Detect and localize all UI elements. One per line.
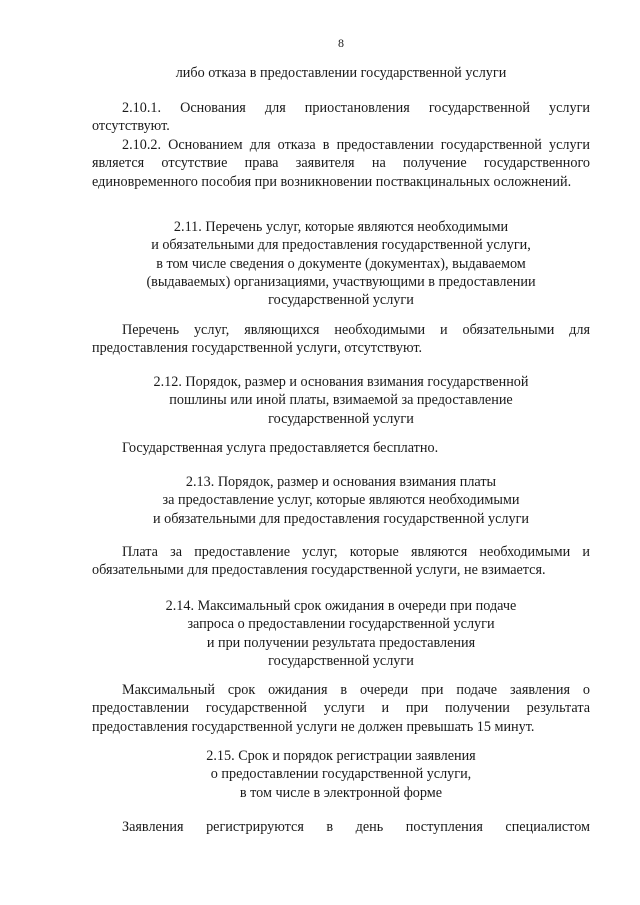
heading-2-14-line: 2.14. Максимальный срок ожидания в очереди при подаче: [165, 598, 517, 614]
paragraph-2-11: Перечень услуг, являющихся необходимыми и обязательными для предоставления государственной услуги, отсутствуют.: [92, 322, 590, 357]
paragraph-2-15: Заявления регистрируются в день поступления специалистом: [122, 819, 590, 835]
heading-2-14-line: государственной услуги: [268, 652, 414, 669]
heading-2-13: [92, 473, 590, 528]
heading-2-14-line: запроса о предоставлении государственной услуги: [187, 616, 495, 633]
paragraph-2-10-1: 2.10.1. Основания для приостановления государственной услуги отсутствуют.: [92, 100, 590, 135]
paragraph-2-13: Плата за предоставление услуг, которые являются необходимыми и обязательными для предоставления государственной услуги, не взимается.: [92, 544, 590, 579]
heading-2-13-line: 2.13. Порядок, размер и основания взимания платы: [185, 474, 497, 490]
heading-2-15-line: 2.15. Срок и порядок регистрации заявления: [206, 748, 476, 764]
heading-2-12: [92, 373, 590, 428]
heading-2-11: [92, 218, 590, 309]
heading-2-15-line: в том числе в электронной форме: [239, 784, 443, 801]
paragraph-2-12: Государственная услуга предоставляется бесплатно.: [122, 440, 439, 456]
heading-2-15-line: о предоставлении государственной услуги,: [210, 766, 472, 783]
paragraph-2-14: Максимальный срок ожидания в очереди при подаче заявления о предоставлении государственной услуги и при получении результата предоставления государственной услуги не должен превышать 15 минут.: [92, 682, 590, 735]
heading-2-14: [92, 597, 590, 670]
heading-2-12-line: пошлины или иной платы, взимаемой за предоставление: [169, 392, 513, 409]
heading-2-11-line: государственной услуги: [268, 292, 414, 309]
page-number: 8: [338, 36, 344, 50]
heading-2-14-line: и при получении результата предоставления: [206, 634, 476, 651]
heading-2-12-line: 2.12. Порядок, размер и основания взимания государственной: [153, 374, 529, 390]
section-heading-continuation: либо отказа в предоставлении государственной услуги: [175, 65, 507, 81]
heading-2-13-line: и обязательными для предоставления государственной услуги: [152, 510, 530, 527]
heading-2-13-line: за предоставление услуг, которые являются необходимыми: [162, 492, 520, 509]
heading-2-12-line: государственной услуги: [268, 410, 414, 427]
heading-2-11-line: (выдаваемых) организациями, участвующими в предоставлении: [146, 273, 536, 290]
heading-2-11-line: в том числе сведения о документе (документах), выдаваемом: [156, 255, 526, 272]
heading-2-15: [92, 747, 590, 802]
heading-2-11-line: 2.11. Перечень услуг, которые являются необходимыми: [173, 219, 509, 235]
paragraph-2-10-2: 2.10.2. Основанием для отказа в предоставлении государственной услуги является отсутствие права заявителя на получение государственного единовременного пособия при возникновении поствакцинальных осложнений.: [92, 137, 590, 190]
heading-2-11-line: и обязательными для предоставления государственной услуги,: [151, 237, 531, 254]
